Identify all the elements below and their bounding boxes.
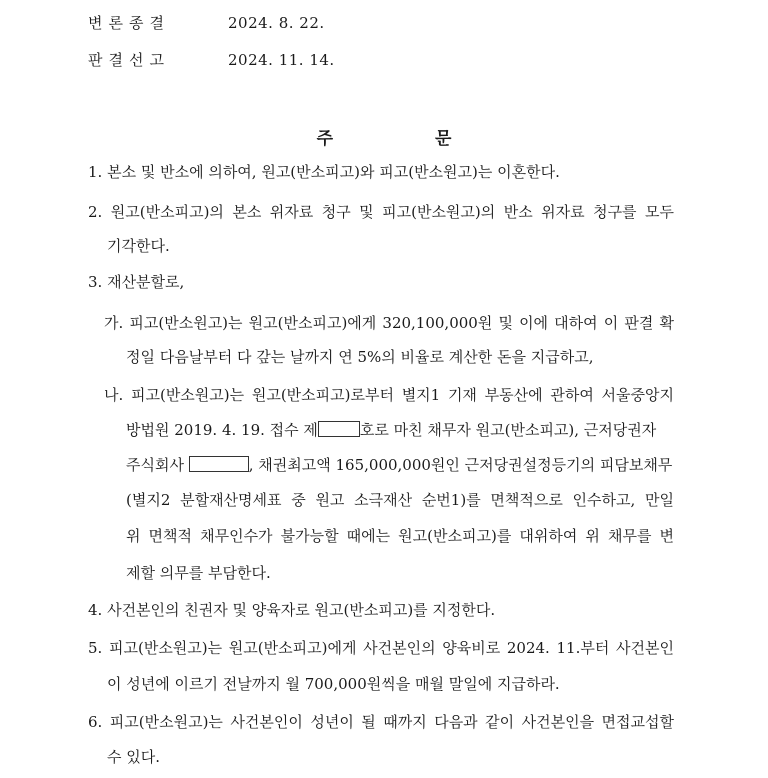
item-6-line-2: 수 있다. <box>107 748 161 766</box>
item-3-na-line-4: (별지2 분할재산명세표 중 원고 소극재산 순번1)를 면책적으로 인수하고, 만일 <box>126 491 674 509</box>
item-3-na-line-3-part-2: , 채권최고액 165,000,000원인 근저당권설정등기의 피담보채무 <box>248 456 673 474</box>
judgment-row <box>88 49 335 71</box>
item-3-na-line-2-part-1: 방법원 2019. 4. 19. 접수 제 <box>126 421 318 439</box>
closing-label: 변론종결 <box>88 14 170 32</box>
item-3-na-line-6: 제할 의무를 부담한다. <box>126 564 271 582</box>
judgment-date: 2024. 11. 14. <box>228 51 335 69</box>
item-2-line-1: 2. 원고(반소피고)의 본소 위자료 청구 및 피고(반소원고)의 반소 위자료 청구를 모두 <box>88 203 674 221</box>
judgment-label: 판결선고 <box>88 51 170 69</box>
item-1: 1. 본소 및 반소에 의하여, 원고(반소피고)와 피고(반소원고)는 이혼한다. <box>88 163 560 181</box>
item-4: 4. 사건본인의 친권자 및 양육자로 원고(반소피고)를 지정한다. <box>88 601 496 619</box>
item-3-na-line-1: 나. 피고(반소원고)는 원고(반소피고)로부터 별지1 기재 부동산에 관하여 서울중앙지 <box>104 386 674 404</box>
item-3-ga-line-1: 가. 피고(반소원고)는 원고(반소피고)에게 320,100,000원 및 이에 대하여 이 판결 확 <box>104 314 674 332</box>
item-5-line-2: 이 성년에 이르기 전날까지 월 700,000원씩을 매월 말일에 지급하라. <box>107 675 560 693</box>
item-3-na-line-5: 위 면책적 채무인수가 불가능할 때에는 원고(반소피고)를 대위하여 위 채무를 변 <box>126 527 674 545</box>
section-heading: 주 문 <box>316 129 500 149</box>
item-3-na-line-2-part-2: 호로 마친 채무자 원고(반소피고), 근저당권자 <box>359 421 657 439</box>
item-6-line-1: 6. 피고(반소원고)는 사건본인이 성년이 될 때까지 다음과 같이 사건본인을 면접교섭할 <box>88 713 674 731</box>
closing-date: 2024. 8. 22. <box>228 14 325 32</box>
redaction-box <box>318 421 360 437</box>
item-5-line-1: 5. 피고(반소원고)는 원고(반소피고)에게 사건본인의 양육비로 2024. 11.부터 사건본인 <box>88 639 674 657</box>
item-2-line-2: 기각한다. <box>107 237 170 255</box>
item-3-na-line-3 <box>126 453 674 477</box>
item-3-na-line-2 <box>126 418 674 442</box>
redaction-box <box>189 456 249 472</box>
item-3: 3. 재산분할로, <box>88 273 185 291</box>
item-3-ga-line-2: 정일 다음날부터 다 갚는 날까지 연 5%의 비율로 계산한 돈을 지급하고, <box>126 348 594 366</box>
item-3-na-line-3-part-1: 주식회사 <box>126 456 184 474</box>
closing-row <box>88 12 325 34</box>
